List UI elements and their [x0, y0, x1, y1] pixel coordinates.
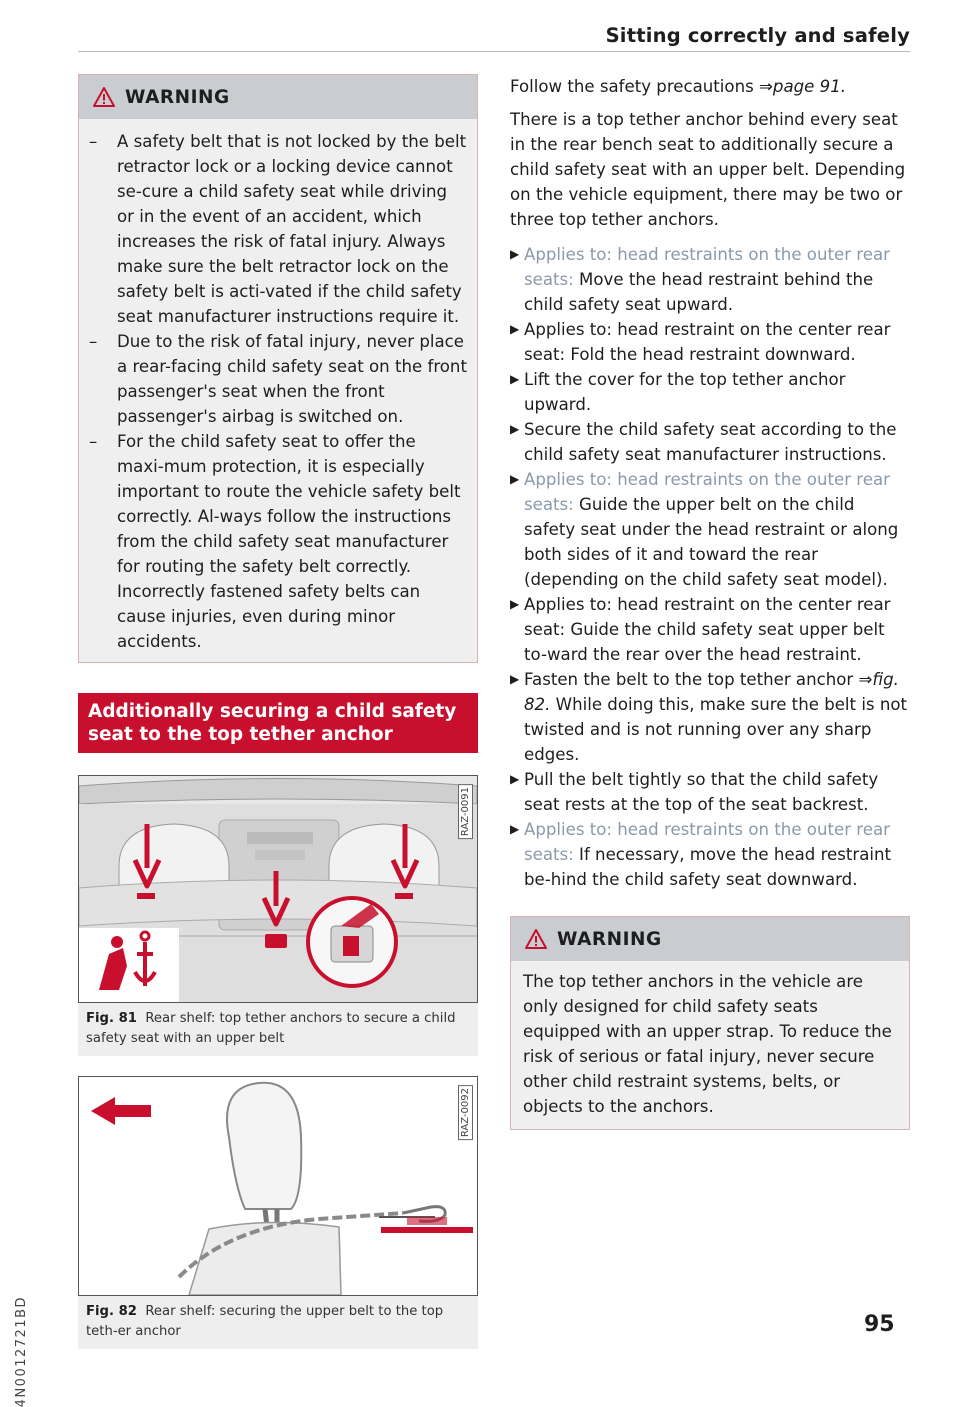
warning-item-text: A safety belt that is not locked by the belt retractor lock or a locking device cannot se-cure a child safety seat while driving or in the event of an accident, which increases the risk of fatal injury. Always make sure the belt retractor lock on the safety belt is acti-vated if the child safety seat manufacturer instructions require it. — [117, 132, 467, 326]
rear-shelf-image — [78, 775, 478, 1003]
warning-triangle-icon — [93, 87, 115, 107]
applies-to-label: Applies to: head restraints on the outer rear seats: — [524, 470, 890, 514]
section-title: Sitting correctly and safely — [605, 24, 910, 47]
warning-item: – For the child safety seat to offer the maxi-mum protection, it is especially important to route the vehicle safety belt correctly. Al-ways follow the instructions from the child safety seat manufacturer for routing the safety belt correctly. Incorrectly fastened safety belts can cause injuries, even during minor accidents. — [89, 432, 461, 651]
intro-paragraph — [510, 74, 910, 99]
head-restraint-image — [78, 1076, 478, 1296]
step-text: Move the head restraint behind the child safety seat upward. — [524, 270, 874, 314]
figure-code: RAZ-0091 — [458, 784, 473, 839]
document-id: 4N0012721BD — [14, 1296, 29, 1407]
left-column — [78, 74, 478, 1349]
step-item: ▶ Applies to: head restraints on the outer rear seats: Guide the upper belt on the child safety seat under the head restraint or along both sides of it and toward the rear (depending on the child safety seat model). — [510, 470, 899, 589]
step-text: Applies to: head restraint on the center rear seat: Fold the head restraint downward. — [524, 320, 891, 364]
step-text: If necessary, move the head restraint be-hind the child safety seat downward. — [524, 845, 892, 889]
warning-box — [510, 916, 910, 1130]
header-rule — [78, 51, 910, 52]
step-item: ▶ Fasten the belt to the top tether anchor ⇒fig. 82. While doing this, make sure the belt is not twisted and is not running over any sharp edges. — [510, 670, 908, 764]
warning-header — [79, 75, 477, 119]
body-paragraph: There is a top tether anchor behind every seat in the rear bench seat to additionally secure a child safety seat with an upper belt. Depending on the vehicle equipment, there may be two or three top tether anchors. — [510, 110, 906, 229]
figure-label: Fig. 81 — [86, 1011, 137, 1026]
step-item: ▶ Applies to: head restraint on the center rear seat: Fold the head restraint downward. — [510, 320, 891, 364]
step-item: ▶ Pull the belt tightly so that the child safety seat rests at the top of the seat backrest. — [510, 770, 879, 814]
step-text: Fasten the belt to the top tether anchor — [524, 670, 854, 689]
applies-to-label: Applies to: head restraints on the outer rear seats: — [524, 820, 890, 864]
step-text: Lift the cover for the top tether anchor upward. — [524, 370, 846, 414]
step-item: ▶ Applies to: head restraints on the outer rear seats: If necessary, move the head restraint be-hind the child safety seat downward. — [510, 820, 892, 889]
warning-triangle-icon — [525, 929, 547, 949]
right-column — [510, 74, 910, 1130]
warning-title: WARNING — [557, 928, 662, 950]
step-item: ▶ Applies to: head restraint on the center rear seat: Guide the child safety seat upper belt to-ward the rear over the head restraint. — [510, 595, 891, 664]
warning-item-text: Due to the risk of fatal injury, never place a rear-facing child safety seat on the front passenger's seat when the front passenger's airbag is switched on. — [117, 332, 467, 426]
warning-header — [511, 917, 909, 961]
figure-caption — [78, 1003, 478, 1056]
figure-label: Fig. 82 — [86, 1304, 137, 1319]
warning-item-text: For the child safety seat to offer the maxi-mum protection, it is especially important to route the vehicle safety belt correctly. Al-ways follow the instructions from the child safety seat manufacturer for routing the safety belt correctly. Incorrectly fastened safety belts can cause injuries, even during minor accidents. — [117, 432, 461, 651]
step-text: While doing this, make sure the belt is not twisted and is not running over any sharp edges. — [524, 695, 908, 764]
step-text: Secure the child safety seat according to the child safety seat manufacturer instructions. — [524, 420, 897, 464]
warning-item: – Due to the risk of fatal injury, never place a rear-facing child safety seat on the front passenger's seat when the front passenger's airbag is switched on. — [89, 332, 467, 426]
figure-caption — [78, 1296, 478, 1349]
step-text: Guide the upper belt on the child safety seat under the head restraint or along both sides of it and toward the rear (depending on the child safety seat model). — [524, 495, 899, 589]
step-item: ▶ Lift the cover for the top tether anchor upward. — [510, 370, 846, 414]
step-item: ▶ Secure the child safety seat according to the child safety seat manufacturer instructions. — [510, 420, 897, 464]
figure-82 — [78, 1076, 478, 1349]
rear-shelf-illustration — [79, 776, 477, 1002]
warning-item: – A safety belt that is not locked by the belt retractor lock or a locking device cannot se-cure a child safety seat while driving or in the event of an accident, which increases the risk of fatal injury. Always make sure the belt retractor lock on the safety belt is acti-vated if the child safety seat manufacturer instructions require it. — [89, 132, 467, 326]
warning-title: WARNING — [125, 86, 230, 108]
warning-body — [79, 119, 477, 662]
figure-caption-text: Rear shelf: securing the upper belt to the top teth-er anchor — [86, 1304, 444, 1339]
applies-to-label: Applies to: head restraints on the outer rear seats: — [524, 245, 890, 289]
step-text: Applies to: head restraint on the center rear seat: Guide the child safety seat upper belt to-ward the rear over the head restraint. — [524, 595, 891, 664]
step-text: Pull the belt tightly so that the child safety seat rests at the top of the seat backrest. — [524, 770, 879, 814]
head-restraint-illustration — [79, 1077, 477, 1295]
figure-reference-link[interactable]: ⇒fig. 82. — [524, 670, 899, 714]
step-item: ▶ Applies to: head restraints on the outer rear seats: Move the head restraint behind the child safety seat upward. — [510, 245, 890, 314]
figure-81 — [78, 775, 478, 1056]
figure-caption-text: Rear shelf: top tether anchors to secure a child safety seat with an upper belt — [86, 1011, 456, 1046]
warning-box — [78, 74, 478, 663]
figure-code: RAZ-0092 — [458, 1085, 473, 1140]
page-number: 95 — [864, 1312, 895, 1337]
warning-body: The top tether anchors in the vehicle are only designed for child safety seats equipped with an upper strap. To reduce the risk of serious or fatal injury, never secure other child restraint systems, belts, or objects to the anchors. — [523, 972, 892, 1116]
instruction-steps — [510, 242, 910, 892]
section-heading: Additionally securing a child safety seat to the top tether anchor — [78, 693, 478, 753]
page-reference-link[interactable]: ⇒page 91. — [759, 77, 847, 96]
intro-text: Follow the safety precautions — [510, 77, 754, 96]
